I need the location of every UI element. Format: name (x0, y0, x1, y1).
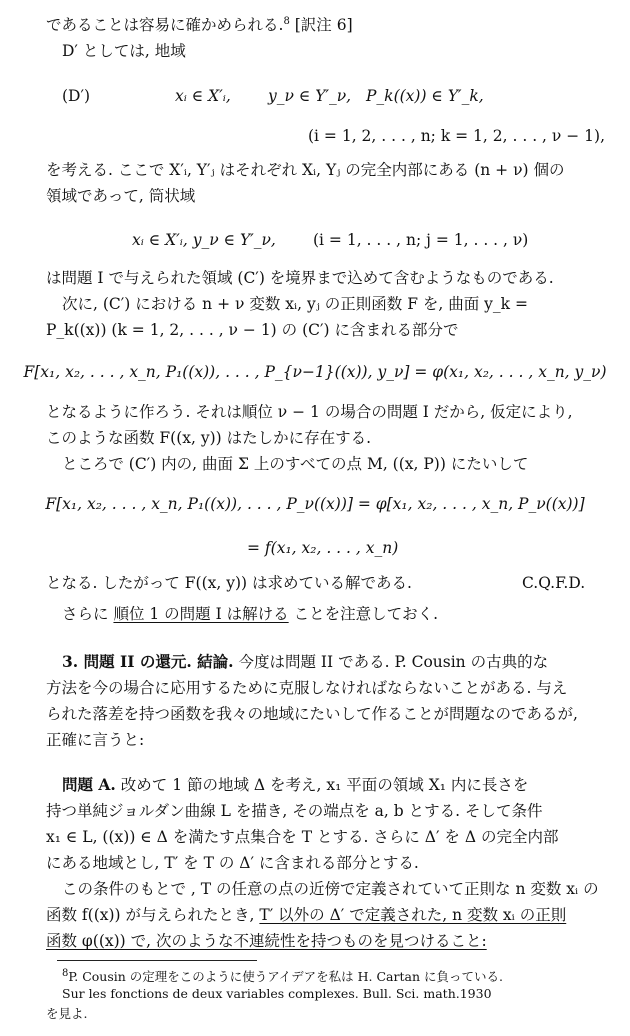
translator-note-6: [訳注 6] (294, 16, 353, 35)
text-line-10: P_k((x)) (k = 1, 2, . . . , ν − 1) の (C′) に含まれる部分で (46, 321, 459, 339)
section-3-heading-line (62, 652, 548, 672)
problem-A-heading: 問題 A. (62, 775, 116, 794)
equation-index-range-2: (i = 1, . . . , n; j = 1, . . . , ν) (313, 231, 529, 249)
text-line-18 (62, 604, 438, 624)
qed-mark: C.Q.F.D. (522, 574, 586, 592)
underlined-definition: T′ 以外の Δ′ で定義された, n 変数 xᵢ の正則 (259, 906, 567, 924)
text-line-2: D′ としては, 地域 (62, 42, 186, 60)
text-line-28 (46, 905, 566, 925)
line-18-start: さらに (62, 605, 109, 623)
text-line-22: 正確に言うと: (46, 731, 145, 749)
equation-cylinder-domain: xᵢ ∈ X′ᵢ, y_ν ∈ Y′_ν, (132, 231, 276, 249)
line-18-end: ことを注意しておく. (293, 605, 439, 623)
footnote-divider (57, 960, 257, 961)
text-line-5: を考える. ここで X′ᵢ, Y′ⱼ はそれぞれ Xᵢ, Yⱼ の完全内部にある (n + ν) 個の (46, 161, 565, 179)
text-line-25: x₁ ∈ L, ((x)) ∈ Δ を満たす点集合を T とする. さらに Δ′ を Δ の完全内部 (46, 828, 559, 846)
text-line-9: 次に, (C′) における n + ν 変数 xᵢ, yⱼ の正則函数 F を, 曲面 y_k = (62, 295, 528, 313)
text-line-17: となる. したがって F((x, y)) は求めている解である. (46, 574, 412, 592)
equation-Pk-in-Yk: P_k((x)) ∈ Y′_k, (366, 87, 484, 105)
problem-A-text: 改めて 1 節の地域 Δ を考え, x₁ 平面の領域 X₁ 内に長さを (120, 776, 529, 794)
text-line-29: 函数 φ((x)) で, 次のような不連続性を持つものを見つけること: (46, 932, 487, 950)
equation-xi-in-Xi: xᵢ ∈ X′ᵢ, (175, 87, 231, 105)
text-line-26: にある地域とし, T′ を T の Δ′ に含まれる部分とする. (46, 854, 419, 872)
footnote-8 (62, 966, 503, 985)
line-28-start: 函数 f((x)) が与えられたとき, (46, 906, 255, 924)
footnote-8-mark: 8 (62, 968, 69, 979)
text-line-6: 領域であって, 筒状域 (46, 187, 196, 205)
equation-index-range-1: (i = 1, 2, . . . , n; k = 1, 2, . . . , ν − 1), (308, 127, 606, 145)
text-line-24: 持つ単純ジョルダン曲線 L を描き, その端点を a, b とする. そして条件 (46, 802, 543, 820)
text-line-12: となるように作ろう. それは順位 ν − 1 の場合の問題 I だから, 仮定により, (46, 403, 573, 421)
section-3-intro: 今度は問題 II である. P. Cousin の古典的な (238, 653, 549, 671)
text-line-8: は問題 I で与えられた領域 (C′) を境界まで込めて含むようなものである. (46, 269, 554, 287)
text-line-1 (46, 12, 353, 35)
equation-ynu-in-Ynu: y_ν ∈ Y′_ν, (268, 87, 352, 105)
underlined-claim-rank-1: 順位 1 の問題 I は解ける (113, 605, 289, 623)
equation-label-D-prime: (D′) (62, 87, 91, 105)
text-line-27: この条件のもとで , T の任意の点の近傍で定義されていて正則な n 変数 xᵢ の (62, 880, 599, 898)
line-1-text: であることは容易に確かめられる. (46, 16, 284, 35)
section-3-heading: 3. 問題 II の還元. 結論. (62, 652, 234, 671)
footnote-8-text: P. Cousin の定理をこのように使うアイデアを私は H. Cartan に負っている. (68, 969, 503, 985)
text-line-13: このような函数 F((x, y)) はたしかに存在する. (46, 429, 372, 447)
text-line-21: られた落差を持つ函数を我々の地域にたいして作ることが問題なのであるが, (46, 705, 578, 723)
text-line-14: ところで (C′) 内の, 曲面 Σ 上のすべての点 M, ((x, P)) にたいして (62, 455, 529, 473)
problem-A-line (62, 775, 528, 795)
footnote-mark-8: 8 (283, 16, 290, 27)
equation-F-phi-P: F[x₁, x₂, . . . , x_n, P₁((x)), . . . , P_ν((x))] = φ[x₁, x₂, . . . , x_n, P_ν((x))] (45, 495, 585, 513)
equation-equals-f: = f(x₁, x₂, . . . , x_n) (247, 539, 399, 557)
text-line-20: 方法を今の場合に応用するために克服しなければならないことがある. 与え (46, 679, 568, 697)
footnote-8-reference: Sur les fonctions de deux variables complexes. Bull. Sci. math.1930 (62, 986, 492, 1001)
equation-F-phi: F[x₁, x₂, . . . , x_n, P₁((x)), . . . , P_{ν−1}((x)), y_ν] = φ(x₁, x₂, . . . , x_n, y_ν) (23, 363, 607, 381)
footnote-8-see: を見よ. (46, 1006, 88, 1021)
